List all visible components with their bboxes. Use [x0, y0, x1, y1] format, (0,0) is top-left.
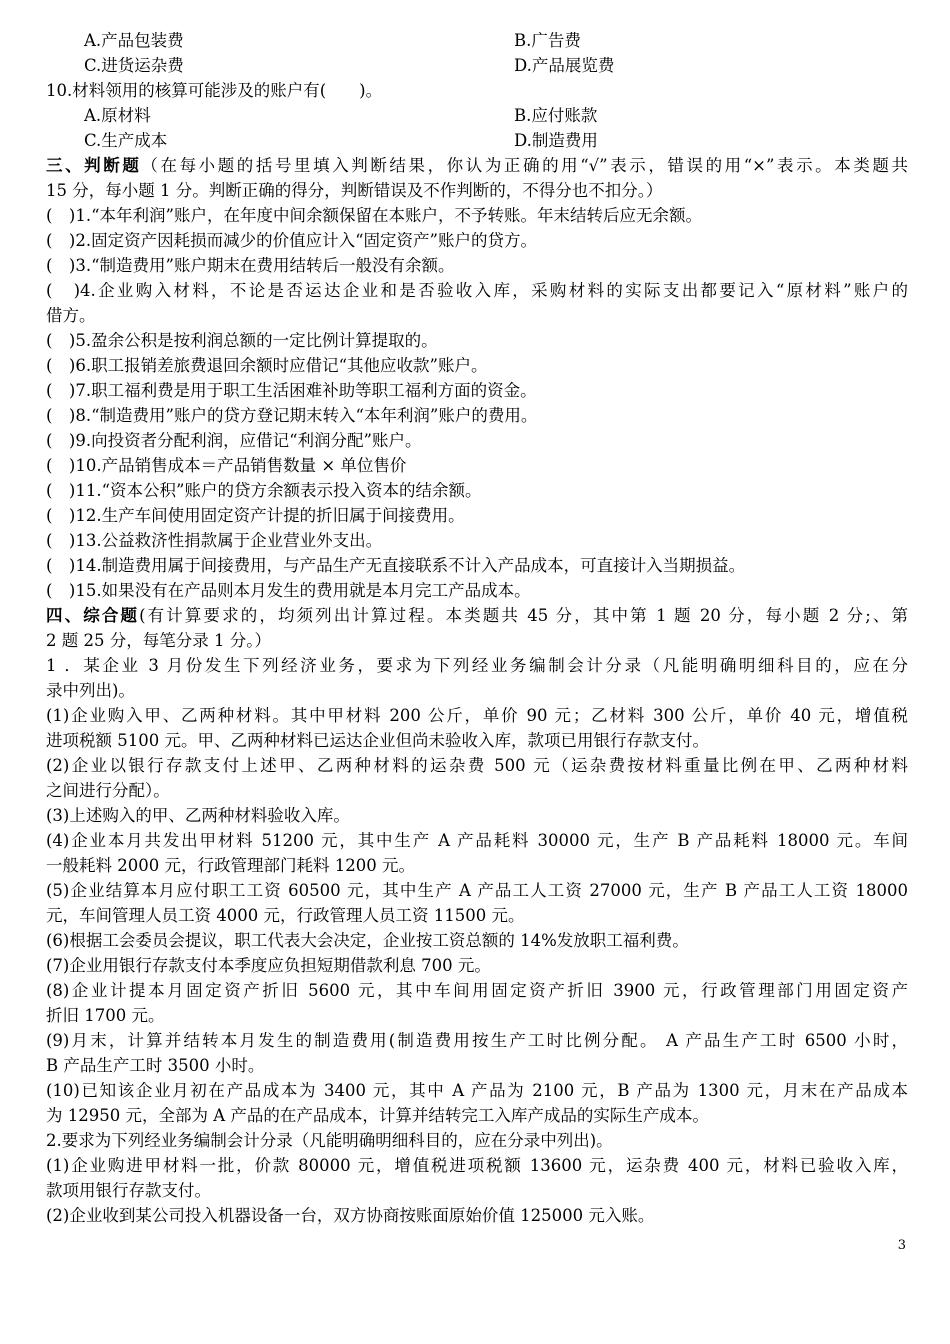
judgement-item-10: ( )10.产品销售成本＝产品销售数量 × 单位售价 — [46, 456, 407, 475]
s4-line-13: (7)企业用银行存款支付本季度应负担短期借款利息 700 元。 — [46, 956, 491, 975]
s4-line-6: 之间进行分配）。 — [46, 781, 170, 800]
judgement-item-4: ( )4.企业购入材料，不论是否运达企业和是否验收入库，采购材料的实际支出都要记入“原材料”账户的 — [46, 281, 908, 300]
s4-line-12: (6)根据工会委员会提议，职工代表大会决定，企业按工资总额的 14%发放职工福利费。 — [46, 931, 689, 950]
s4-line-3: (1)企业购入甲、乙两种材料。其中甲材料 200 公斤，单价 90 元；乙材料 300 公斤，单价 40 元，增值税 — [46, 706, 908, 725]
judgement-item-12: ( )12.生产车间使用固定资产计提的折旧属于间接费用。 — [46, 506, 465, 525]
s4-line-20: 2.要求为下列经业务编制会计分录（凡能明确明细科目的，应在分录中列出)。 — [46, 1131, 613, 1150]
q10-option-a: A.原材料 — [84, 106, 151, 125]
s4-line-9: 一般耗料 2000 元，行政管理部门耗料 1200 元。 — [46, 856, 415, 875]
judgement-item-8: ( )8.“制造费用”账户的贷方登记期末转入“本年利润”账户的费用。 — [46, 406, 538, 425]
q9-option-b: B.广告费 — [514, 31, 581, 50]
judgement-item-9: ( )9.向投资者分配利润，应借记“利润分配”账户。 — [46, 431, 422, 450]
s4-line-10: (5)企业结算本月应付职工工资 60500 元，其中生产 A 产品工人工资 27000 元，生产 B 产品工人工资 18000 — [46, 881, 908, 900]
page-number: 3 — [897, 1238, 906, 1253]
s4-line-16: (9)月末，计算并结转本月发生的制造费用(制造费用按生产工时比例分配。 A 产品生产工时 6500 小时， — [46, 1031, 908, 1050]
q9-option-d: D.产品展览费 — [514, 56, 615, 75]
judgement-item-15: ( )15.如果没有在产品则本月发生的费用就是本月完工产品成本。 — [46, 581, 531, 600]
s4-line-23: (2)企业收到某公司投入机器设备一台，双方协商按账面原始价值 125000 元入账。 — [46, 1206, 655, 1225]
s4-line-11: 元，车间管理人员工资 4000 元，行政管理人员工资 11500 元。 — [46, 906, 525, 925]
s4-line-15: 折旧 1700 元。 — [46, 1006, 165, 1025]
section4-instr-text-1: (有计算要求的，均须列出计算过程。本类题共 45 分，其中第 1 题 20 分，每小题 2 分;、第 — [139, 606, 908, 625]
s4-line-14: (8)企业计提本月固定资产折旧 5600 元，其中车间用固定资产折旧 3900 元，行政管理部门用固定资产 — [46, 981, 908, 1000]
section4-heading: 四、综合题 — [46, 606, 140, 625]
judgement-item-7: ( )7.职工福利费是用于职工生活困难补助等职工福利方面的资金。 — [46, 381, 537, 400]
judgement-item-13: ( )13.公益救济性捐款属于企业营业外支出。 — [46, 531, 383, 550]
judgement-item-3: ( )3.“制造费用”账户期末在费用结转后一般没有余额。 — [46, 256, 455, 275]
q10-option-d: D.制造费用 — [514, 131, 598, 150]
s4-line-22: 款项用银行存款支付。 — [46, 1181, 211, 1200]
s4-line-17: B 产品生产工时 3500 小时。 — [46, 1056, 265, 1075]
section3-instructions-2: 15 分，每小题 1 分。判断正确的得分，判断错误及不作判断的，不得分也不扣分。） — [46, 181, 663, 200]
s4-line-1: 1 ．某企业 3 月份发生下列经济业务，要求为下列经业务编制会计分录（凡能明确明细科目的，应在分 — [46, 656, 908, 675]
judgement-item-1: ( )1.“本年利润”账户，在年度中间余额保留在本账户，不予转账。年末结转后应无余额。 — [46, 206, 702, 225]
s4-line-2: 录中列出)。 — [46, 681, 135, 700]
s4-line-5: (2)企业以银行存款支付上述甲、乙两种材料的运杂费 500 元（运杂费按材料重量比例在甲、乙两种材料 — [46, 756, 908, 775]
section3-instr-text-1: （在每小题的括号里填入判断结果，你认为正确的用“√”表示，错误的用“×”表示。本类题共 — [141, 156, 908, 175]
s4-line-18: (10)已知该企业月初在产品成本为 3400 元，其中 A 产品为 2100 元，B 产品为 1300 元，月末在产品成本 — [46, 1081, 908, 1100]
judgement-item-2: ( )2.固定资产因耗损而减少的价值应计入“固定资产”账户的贷方。 — [46, 231, 537, 250]
s4-line-4: 进项税额 5100 元。甲、乙两种材料已运达企业但尚未验收入库，款项已用银行存款支付。 — [46, 731, 709, 750]
section3-instructions-1 — [46, 154, 908, 178]
section4-instructions-2: 2 题 25 分，每笔分录 1 分。） — [46, 631, 271, 650]
section3-heading: 三、判断题 — [46, 156, 142, 175]
s4-line-7: (3)上述购入的甲、乙两种材料验收入库。 — [46, 806, 350, 825]
judgement-item-6: ( )6.职工报销差旅费退回余额时应借记“其他应收款”账户。 — [46, 356, 488, 375]
s4-line-21: (1)企业购进甲材料一批，价款 80000 元，增值税进项税额 13600 元，运杂费 400 元，材料已验收入库， — [46, 1156, 908, 1175]
judgement-item-4-cont: 借方。 — [46, 306, 96, 325]
q10-option-b: B.应付账款 — [514, 106, 598, 125]
q10-option-c: C.生产成本 — [84, 131, 168, 150]
s4-line-19: 为 12950 元，全部为 A 产品的在产品成本，计算并结转完工入库产成品的实际生产成本。 — [46, 1106, 709, 1125]
s4-line-8: (4)企业本月共发出甲材料 51200 元，其中生产 A 产品耗料 30000 元，生产 B 产品耗料 18000 元。车间 — [46, 831, 908, 850]
judgement-item-14: ( )14.制造费用属于间接费用，与产品生产无直接联系不计入产品成本，可直接计入当期损益。 — [46, 556, 746, 575]
q9-option-a: A.产品包装费 — [84, 31, 184, 50]
q9-option-c: C.进货运杂费 — [84, 56, 184, 75]
section4-instructions-1 — [46, 604, 908, 628]
q10-stem: 10.材料领用的核算可能涉及的账户有( )。 — [46, 81, 383, 100]
judgement-item-11: ( )11.“资本公积”账户的贷方余额表示投入资本的结余额。 — [46, 481, 482, 500]
judgement-item-5: ( )5.盈余公积是按利润总额的一定比例计算提取的。 — [46, 331, 438, 350]
